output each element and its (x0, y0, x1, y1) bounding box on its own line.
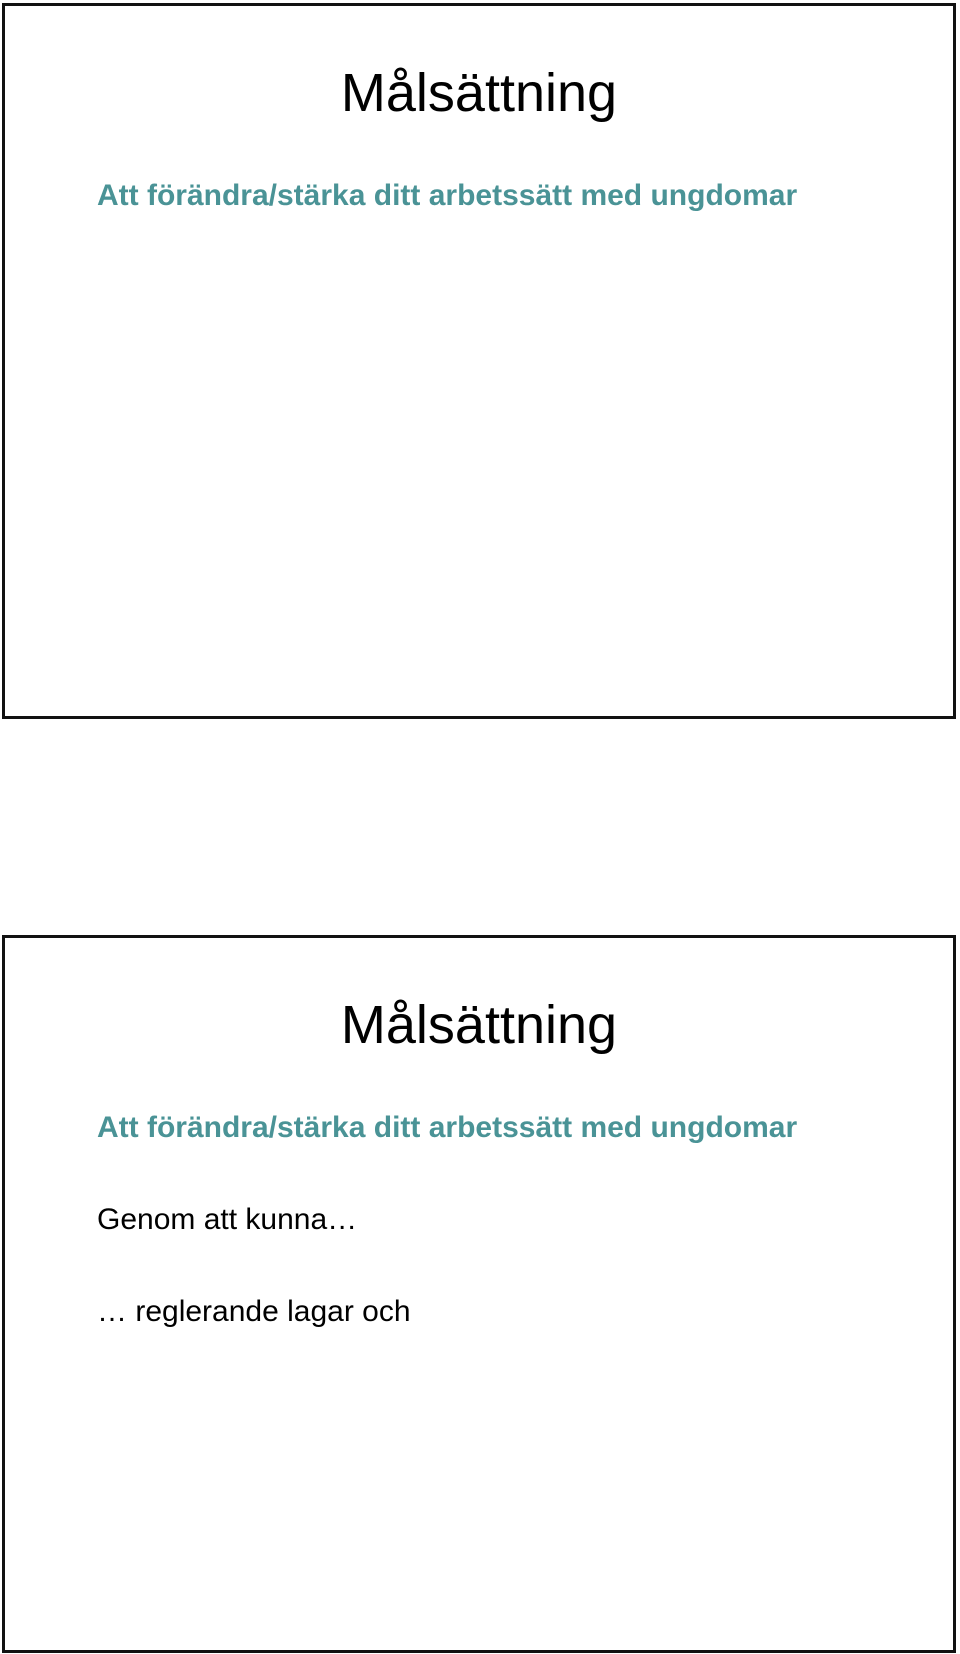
slide-body-line: Genom att kunna… (97, 1203, 358, 1236)
slide-subtitle: Att förändra/stärka ditt arbetssätt med ungdomar (97, 179, 798, 212)
slide-1 (2, 3, 956, 719)
slide-title: Målsättning (340, 995, 618, 1055)
slide-subtitle: Att förändra/stärka ditt arbetssätt med ungdomar (97, 1111, 798, 1144)
slide-body-line: … reglerande lagar och (97, 1295, 411, 1328)
slide-title: Målsättning (340, 63, 618, 123)
slide-2 (2, 935, 956, 1653)
